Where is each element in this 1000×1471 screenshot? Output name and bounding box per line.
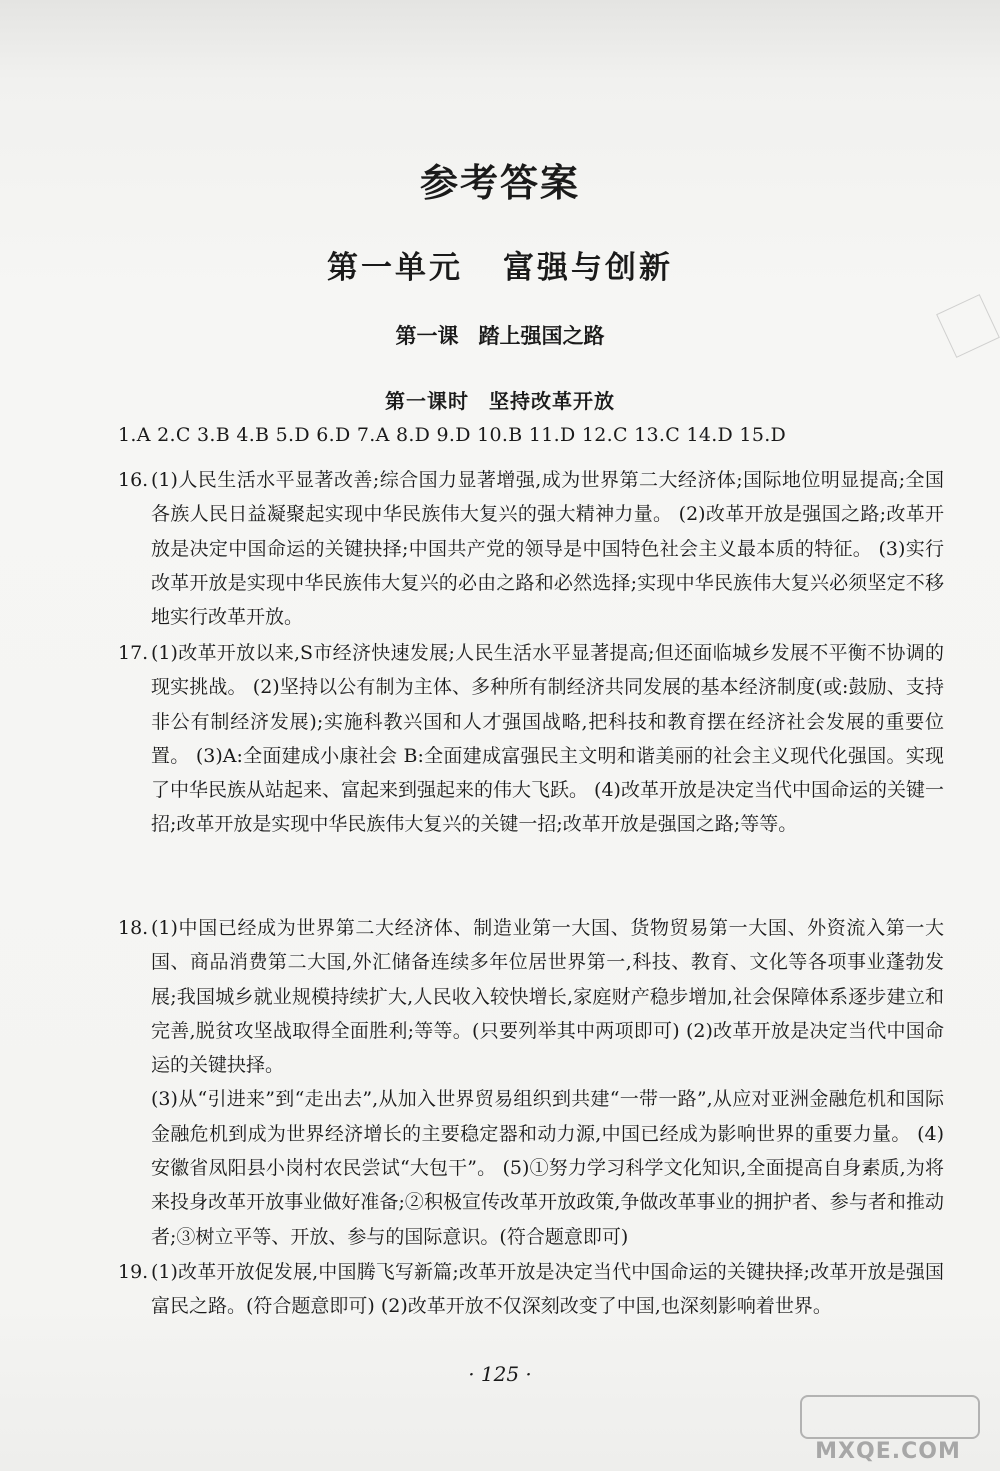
answer-18 <box>118 911 944 1254</box>
answer-16 <box>118 463 944 634</box>
question-number: 19. <box>118 1261 149 1283</box>
question-number: 16. <box>118 469 149 491</box>
unit-title: 富强与创新 <box>503 250 673 286</box>
period-heading <box>0 385 1000 414</box>
lesson-title: 踏上强国之路 <box>478 324 605 348</box>
watermark <box>794 1395 982 1465</box>
watermark-text: MXQE.COM <box>815 1439 961 1464</box>
answer-text: (1)人民生活水平显著改善;综合国力显著增强,成为世界第二大经济体;国际地位明显提高;全国各族人民日益凝聚起实现中华民族伟大复兴的强大精神力量。 (2)改革开放是强国之路;改革开放是决定中国命运的关键抉择;中国共产党的领导是中国特色社会主义最本质的特征。 (3)实行改革开放是实现中华民族伟大复兴的必由之路和必然选择;实现中华民族伟大复兴必须坚定不移地实行改革开放。 <box>151 469 944 629</box>
answer-17 <box>118 636 944 842</box>
period-title: 坚持改革开放 <box>489 389 615 413</box>
answer-text: (1)改革开放以来,S市经济快速发展;人民生活水平显著提高;但还面临城乡发展不平衡不协调的现实挑战。 (2)坚持以公有制为主体、多种所有制经济共同发展的基本经济制度(或:鼓励、支持非公有制经济发展);实施科教兴国和人才强国战略,把科技和教育摆在经济社会发展的重要位置。 (3)A:全面建成小康社会 B:全面建成富强民主文明和谐美丽的社会主义现代化强国。实现了中华民族从站起来、富起来到强起来的伟大飞跃。 (4)改革开放是决定当代中国命运的关键一招;改革开放是实现中华民族伟大复兴的关键一招;改革开放是强国之路;等等。 <box>151 642 944 836</box>
page-title: 参考答案 <box>419 160 580 205</box>
unit-heading <box>0 242 1000 287</box>
choice-answers: 1.A 2.C 3.B 4.B 5.D 6.D 7.A 8.D 9.D 10.B 11.D 12.C 13.C 14.D 15.D <box>118 424 787 446</box>
watermark-logo-icon <box>800 1395 980 1439</box>
period-number: 第一课时 <box>385 389 469 413</box>
lesson-number: 第一课 <box>395 324 459 348</box>
answer-text: (1)中国已经成为世界第二大经济体、制造业第一大国、货物贸易第一大国、外资流入第一大国、商品消费第二大国,外汇储备连续多年位居世界第一,科技、教育、文化等各项事业蓬勃发展;我国城乡就业规模持续扩大,人民收入较快增长,家庭财产稳步增加,社会保障体系逐步建立和完善,脱贫攻坚战取得全面胜利;等等。(只要列举其中两项即可) (2)改革开放是决定当代中国命运的关键抉择。 <box>151 917 944 1077</box>
page-number: · 125 · <box>468 1362 532 1386</box>
answer-text-continued: (3)从“引进来”到“走出去”,从加入世界贸易组织到共建“一带一路”,从应对亚洲金融危机和国际金融危机到成为世界经济增长的主要稳定器和动力源,中国已经成为影响世界的重要力量。 (4)安徽省凤阳县小岗村农民尝试“大包干”。 (5)①努力学习科学文化知识,全面提高自身素质,为将来投身改革开放事业做好准备;②积极宣传改革开放政策,争做改革事业的拥护者、参与者和推动者;③树立平等、开放、参与的国际意识。(符合题意即可) <box>151 1088 944 1248</box>
lesson-heading <box>0 320 1000 350</box>
question-number: 17. <box>118 642 149 664</box>
answer-text: (1)改革开放促发展,中国腾飞写新篇;改革开放是决定当代中国命运的关键抉择;改革开放是强国富民之路。(符合题意即可) (2)改革开放不仅深刻改变了中国,也深刻影响着世界。 <box>151 1261 944 1318</box>
answer-body <box>151 911 944 1254</box>
answer-19 <box>118 1255 944 1324</box>
question-number: 18. <box>118 917 149 939</box>
unit-number: 第一单元 <box>327 250 463 286</box>
